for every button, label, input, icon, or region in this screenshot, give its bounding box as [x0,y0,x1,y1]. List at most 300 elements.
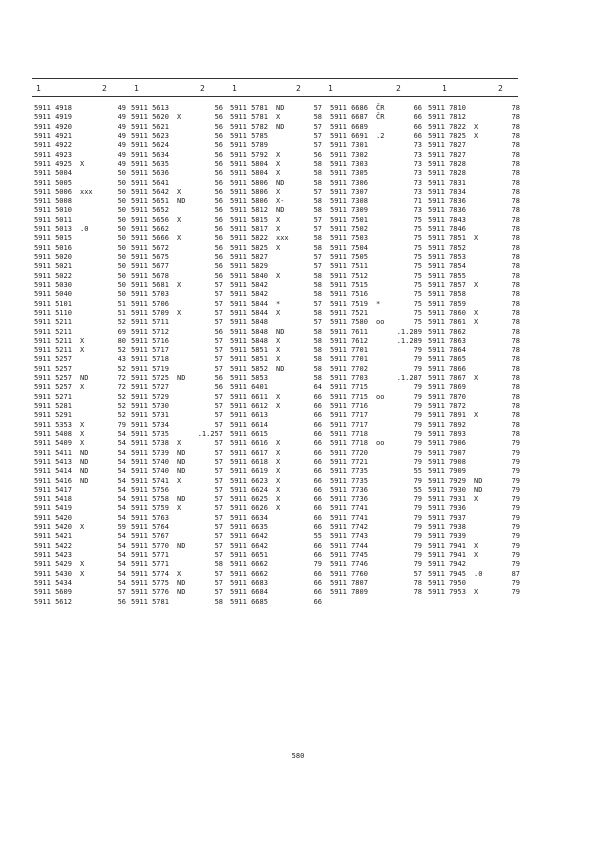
row-code: 5911 5789 [230,141,268,150]
row-code: 5911 7859 [428,299,466,308]
table-row [428,374,520,383]
row-code: 5911 5423 [34,551,72,559]
row-mark: oo [376,318,385,327]
row-code: 5911 6687 [330,113,368,122]
row-code: 5911 7853 [428,253,466,261]
row-value: 50 [117,225,126,234]
row-value: 78 [511,178,520,187]
row-code: 5911 5781 [131,597,169,606]
row-mark: X [80,420,85,429]
table-row [131,318,223,327]
table-row [34,309,126,318]
table-row [131,560,223,569]
row-code: 5911 5257 [34,355,72,364]
row-value: 79 [413,448,422,457]
row-mark: X [276,467,281,476]
row-code: 5911 5781 [230,104,268,112]
row-value: 43 [117,355,126,364]
row-value: 79 [413,355,422,364]
row-code: 5911 5739 [131,448,169,457]
row-code: 5911 5414 [34,467,72,476]
row-code: 5911 7929 [428,476,466,485]
row-value: 80 [117,336,126,345]
row-value: 57 [214,439,223,448]
table-row [428,197,520,206]
table-row [34,141,126,150]
table-row [330,411,422,420]
table-row [230,197,322,206]
row-mark: ND [474,485,483,494]
row-code: 5911 5421 [34,532,72,541]
row-code: 5911 7807 [330,578,368,587]
row-value: 73 [413,159,422,168]
row-value: 56 [214,271,223,280]
table-row [428,272,520,281]
row-value: 57 [313,262,322,271]
row-value: 78 [511,150,520,159]
row-value: 75 [413,318,422,327]
table-row [428,281,520,290]
row-value: 78 [511,169,520,178]
row-value: 56 [214,234,223,243]
row-code: 5911 7743 [330,532,368,541]
row-value: 78 [511,253,520,261]
table-row [428,262,520,271]
row-code: 5911 5021 [34,262,72,271]
row-code: 5911 5110 [34,308,72,317]
row-value: 58 [313,280,322,289]
row-mark: X [80,569,85,578]
row-code: 5911 5829 [230,262,268,271]
row-code: 5911 5672 [131,243,169,252]
row-mark: X [474,280,479,289]
table-row [34,393,126,402]
row-code: 5911 4923 [34,150,72,159]
row-value: 73 [413,178,422,187]
row-code: 5911 7718 [330,429,368,438]
table-row [131,421,223,430]
row-code: 5911 7504 [330,243,368,252]
row-value: 79 [511,560,520,569]
row-code: 5911 7893 [428,429,466,438]
row-value: 79 [413,420,422,429]
row-code: 5911 7505 [330,253,368,261]
row-value: 57 [313,253,322,261]
row-mark: X [276,225,281,234]
row-value: 79 [413,551,422,559]
row-code: 5911 7828 [428,169,466,178]
table-row [34,206,126,215]
row-mark: X [80,429,85,438]
row-code: 5911 6625 [230,495,268,504]
row-code: 5911 7931 [428,495,466,504]
row-value: 66 [313,485,322,494]
row-value: 79 [413,541,422,550]
row-code: 5911 7760 [330,569,368,578]
row-value: 54 [117,495,126,504]
table-row [428,169,520,178]
table-row [330,262,422,271]
table-row [34,188,126,197]
table-row [131,542,223,551]
row-code: 5911 5635 [131,159,169,168]
row-code: 5911 7717 [330,420,368,429]
row-value: 54 [117,532,126,541]
row-mark: X [177,187,182,196]
row-value: 75 [413,243,422,252]
table-row [131,523,223,532]
row-value: 79 [511,578,520,587]
table-row [34,374,126,383]
row-code: 5911 5422 [34,541,72,550]
table-row [230,355,322,364]
table-row [230,188,322,197]
row-value: 66 [313,402,322,410]
table-row [428,449,520,458]
row-code: 5911 7941 [428,541,466,550]
row-code: 5911 7741 [330,504,368,513]
row-value: 54 [117,551,126,559]
table-row [131,393,223,402]
row-value: 75 [413,225,422,234]
table-row [34,234,126,243]
header-col-5-value: 2 [498,84,503,93]
row-value: 78 [511,234,520,243]
row-code: 5911 5040 [34,290,72,299]
table-row [34,104,126,113]
table-row [230,560,322,569]
row-value: 54 [117,439,126,448]
row-value: 58 [313,374,322,383]
row-code: 5911 5730 [131,402,169,410]
row-value: 57 [214,402,223,410]
row-mark: X [177,215,182,224]
table-row [428,346,520,355]
row-code: 5911 5804 [230,169,268,178]
table-row [230,104,322,113]
row-code: 5911 5853 [230,374,268,383]
table-row [131,281,223,290]
row-code: 5911 7812 [428,113,466,122]
row-code: 5911 5848 [230,327,268,336]
table-row [330,346,422,355]
table-row [131,104,223,113]
row-code: 5911 5612 [34,597,72,606]
row-mark: X [80,336,85,345]
table-row [428,318,520,327]
row-code: 5911 5419 [34,504,72,513]
row-value: 79 [511,457,520,466]
row-code: 5911 5740 [131,467,169,476]
row-value: 79 [511,541,520,550]
table-row [131,467,223,476]
row-value: 78 [511,290,520,299]
table-row [131,141,223,150]
row-value: 58 [313,346,322,355]
row-code: 5911 4919 [34,113,72,122]
row-code: 5911 6634 [230,513,268,522]
row-value: 56 [313,150,322,159]
table-row [131,458,223,467]
row-value: 66 [313,467,322,476]
row-value: 79 [511,495,520,504]
table-row [428,188,520,197]
row-value: 50 [117,280,126,289]
table-row [230,477,322,486]
row-code: 5911 5844 [230,308,268,317]
table-row [330,560,422,569]
row-mark: ND [80,476,89,485]
header-col-3-value: 2 [296,84,301,93]
row-mark: X [276,346,281,355]
row-code: 5911 5620 [131,113,169,122]
row-code: 5911 5827 [230,253,268,261]
row-value: 58 [313,364,322,373]
table-row [34,355,126,364]
table-row [428,337,520,346]
row-value: 78 [511,280,520,289]
table-row [428,309,520,318]
row-value: 64 [313,383,322,392]
header-col-1-key: 1 [36,84,41,93]
table-row [230,421,322,430]
table-row [330,579,422,588]
row-code: 5911 7701 [330,355,368,364]
table-row [131,495,223,504]
row-mark: xxx [276,234,289,243]
row-value: 78 [511,318,520,327]
row-code: 5911 5782 [230,122,268,131]
row-code: 5911 7516 [330,290,368,299]
row-value: 57 [214,523,223,532]
row-code: 5911 7953 [428,588,466,597]
row-value: 57 [214,495,223,504]
row-value: 78 [511,215,520,224]
row-code: 5911 5257 [34,383,72,392]
table-row [34,328,126,337]
table-row [330,160,422,169]
row-value: 58 [313,336,322,345]
row-mark: X [80,560,85,569]
row-mark: X [474,495,479,504]
row-value: 79 [413,392,422,401]
table-row [230,570,322,579]
row-code: 5911 5291 [34,411,72,420]
row-code: 5911 5624 [131,141,169,150]
row-value: 57 [117,588,126,597]
row-mark: ND [276,327,285,336]
row-code: 5911 7906 [428,439,466,448]
row-mark: X [80,439,85,448]
row-value: 79 [117,420,126,429]
row-code: 5911 7721 [330,457,368,466]
row-value: 58 [313,159,322,168]
row-mark: X [474,308,479,317]
row-value: 78 [511,206,520,215]
row-value: 79 [511,513,520,522]
row-code: 5911 5759 [131,504,169,513]
row-code: 5911 5015 [34,234,72,243]
row-value: 66 [313,429,322,438]
row-value: 66 [313,541,322,550]
table-row [230,430,322,439]
table-row [330,290,422,299]
row-value: 78 [511,113,520,122]
row-value: 57 [313,104,322,112]
row-value: 57 [413,569,422,578]
row-code: 5911 5804 [230,159,268,168]
table-row [230,486,322,495]
table-row [131,309,223,318]
table-row [230,225,322,234]
row-value: 54 [117,560,126,569]
row-code: 5911 7306 [330,178,368,187]
table-row [34,532,126,541]
row-mark: X [177,439,182,448]
row-value: 75 [413,299,422,308]
row-value: 57 [214,551,223,559]
row-mark: .0 [474,569,483,578]
row-mark: X [177,569,182,578]
row-value: 57 [214,308,223,317]
table-row [428,542,520,551]
row-code: 5911 7715 [330,392,368,401]
table-row [131,579,223,588]
row-code: 5911 6401 [230,383,268,392]
row-value: 56 [214,225,223,234]
table-row [34,411,126,420]
row-value: 75 [413,262,422,271]
table-row [230,132,322,141]
row-code: 5911 7611 [330,327,368,336]
header-col-2-value: 2 [200,84,205,93]
row-code: 5911 5101 [34,299,72,308]
row-value: 57 [214,411,223,420]
table-row [330,542,422,551]
row-value: 66 [313,495,322,504]
row-value: 56 [214,243,223,252]
row-code: 5911 5758 [131,495,169,504]
row-code: 5911 7908 [428,457,466,466]
row-code: 5911 5420 [34,513,72,522]
table-row [428,421,520,430]
row-value: 58 [313,308,322,317]
row-code: 5911 5776 [131,588,169,597]
row-code: 5911 6613 [230,411,268,420]
row-value: 66 [313,392,322,401]
table-row [34,486,126,495]
row-code: 5911 5703 [131,290,169,299]
row-code: 5911 7941 [428,551,466,559]
row-code: 5911 5257 [34,364,72,373]
row-code: 5911 5729 [131,392,169,401]
row-code: 5911 7501 [330,215,368,224]
table-row [34,449,126,458]
table-row [428,383,520,392]
table-row [230,346,322,355]
row-value: 79 [511,523,520,532]
table-row [34,542,126,551]
table-row [230,244,322,253]
row-code: 5911 5211 [34,346,72,355]
table-row [34,290,126,299]
row-value: 56 [214,150,223,159]
row-code: 5911 5770 [131,541,169,550]
row-code: 5911 7869 [428,383,466,392]
row-code: 5911 5717 [131,346,169,355]
row-value: 50 [117,290,126,299]
row-value: 75 [413,280,422,289]
row-value: 73 [413,150,422,159]
row-value: 66 [313,411,322,420]
row-code: 5911 5725 [131,374,169,383]
table-column-3 [230,104,322,607]
row-mark: X [276,113,281,122]
table-row [230,253,322,262]
header-col-4-key: 1 [328,84,333,93]
row-value: 78 [511,411,520,420]
table-row [230,281,322,290]
table-row [428,532,520,541]
row-code: 5911 7308 [330,197,368,206]
row-value: 57 [214,485,223,494]
row-mark: ND [474,476,483,485]
row-code: 5911 7938 [428,523,466,532]
row-value: 75 [413,271,422,280]
row-code: 5911 5738 [131,439,169,448]
row-mark: ND [276,364,285,373]
row-code: 5911 7825 [428,131,466,140]
row-value: 78 [413,578,422,587]
row-value: 57 [214,532,223,541]
header-col-3-key: 1 [232,84,237,93]
row-value: 56 [214,215,223,224]
row-mark: ND [80,374,89,383]
row-value: 78 [511,131,520,140]
table-column-5 [428,104,520,598]
table-row [330,393,422,402]
table-row [131,477,223,486]
table-row [230,179,322,188]
table-row [230,542,322,551]
row-mark: X [276,159,281,168]
row-value: 75 [413,308,422,317]
row-code: 5911 7828 [428,159,466,168]
row-code: 5911 5011 [34,215,72,224]
row-value: 57 [313,122,322,131]
row-code: 5911 5718 [131,355,169,364]
table-row [230,449,322,458]
row-mark: X [276,392,281,401]
row-mark: X [474,318,479,327]
row-value: 66 [313,448,322,457]
row-code: 5911 7301 [330,141,368,150]
table-row [230,318,322,327]
row-code: 5911 4925 [34,159,72,168]
row-value: 79 [413,383,422,392]
table-row [34,383,126,392]
table-row [230,309,322,318]
row-value: 57 [313,225,322,234]
row-value: 78 [511,364,520,373]
row-value: 79 [511,551,520,559]
table-row [330,365,422,374]
row-mark: X [474,234,479,243]
row-code: 5911 7736 [330,485,368,494]
row-code: 5911 5651 [131,197,169,206]
row-code: 5911 7831 [428,178,466,187]
row-mark: ND [177,197,186,206]
